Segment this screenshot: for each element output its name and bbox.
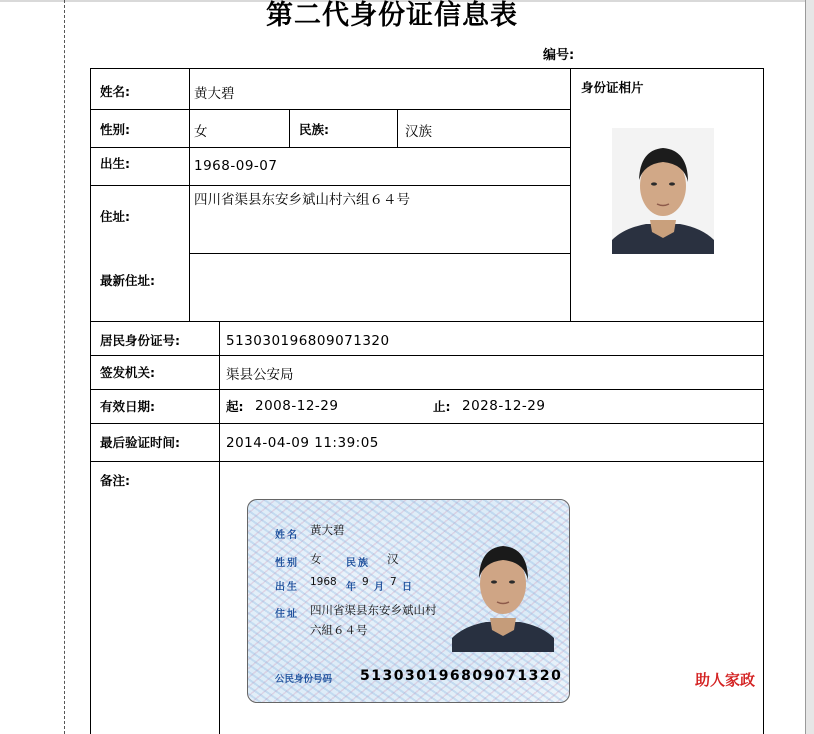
document-title: 第二代身份证信息表: [266, 0, 518, 31]
id-photo: [612, 128, 714, 254]
birth-label: 出生:: [100, 156, 130, 171]
id-card-image: [247, 499, 570, 703]
column-divider: [219, 321, 220, 734]
serial-number-label: 编号:: [543, 48, 575, 63]
card-ethnicity-key: 民族: [346, 558, 370, 569]
id-number-label: 居民身份证号:: [100, 333, 180, 348]
valid-from-value: 2008-12-29: [255, 398, 339, 414]
card-address-key: 住址: [275, 609, 299, 620]
watermark-text: 助人家政: [695, 671, 756, 689]
gender-value: 女: [194, 124, 208, 140]
binding-margin-line: [64, 0, 65, 734]
authority-value: 渠县公安局: [226, 367, 294, 383]
address-value: 四川省渠县东安乡斌山村六组６４号: [194, 192, 410, 208]
last-verify-value: 2014-04-09 11:39:05: [226, 435, 379, 451]
row-divider: [90, 355, 764, 356]
row-divider: [90, 321, 764, 322]
row-divider: [90, 147, 570, 148]
valid-from-label: 起:: [226, 399, 244, 414]
valid-to-value: 2028-12-29: [462, 398, 546, 414]
card-gender-key: 性别: [275, 558, 299, 569]
id-photo-label: 身份证相片: [581, 80, 644, 95]
authority-label: 签发机关:: [100, 365, 155, 380]
person-photo-icon: [452, 524, 554, 652]
card-photo: [452, 524, 554, 652]
column-divider: [397, 109, 398, 147]
column-divider: [289, 109, 290, 147]
page-scrollbar-edge[interactable]: [805, 0, 814, 734]
row-divider: [90, 461, 764, 462]
card-month-key: 月: [374, 582, 384, 593]
valid-date-label: 有效日期:: [100, 399, 155, 414]
card-day-key: 日: [402, 582, 412, 593]
card-year-key: 年: [346, 582, 356, 593]
name-label: 姓名:: [100, 84, 130, 99]
person-photo-icon: [612, 128, 714, 254]
valid-to-label: 止:: [433, 399, 451, 414]
card-gender-value: 女: [310, 552, 322, 566]
card-birth-month: 9: [362, 576, 369, 588]
column-divider: [189, 68, 190, 321]
remarks-label: 备注:: [100, 473, 130, 488]
last-verify-label: 最后验证时间:: [100, 435, 180, 450]
birth-value: 1968-09-07: [194, 158, 278, 174]
ethnicity-value: 汉族: [405, 124, 432, 140]
card-birth-year: 1968: [310, 576, 337, 588]
card-id-value: 513030196809071320: [360, 668, 563, 684]
photo-column-divider: [570, 68, 571, 321]
row-divider: [90, 423, 764, 424]
row-divider: [90, 185, 570, 186]
ethnicity-label: 民族:: [299, 122, 329, 137]
card-address-line2: 六組６４号: [310, 623, 368, 637]
id-number-value: 513030196809071320: [226, 333, 390, 349]
row-divider: [90, 109, 570, 110]
gender-label: 性别:: [100, 122, 130, 137]
card-name-value: 黄大碧: [310, 523, 345, 537]
card-birth-key: 出生: [275, 582, 299, 593]
card-name-key: 姓名: [275, 530, 299, 541]
card-id-key: 公民身份号码: [275, 674, 333, 685]
card-ethnicity-value: 汉: [387, 552, 399, 566]
address-label: 住址:: [100, 209, 130, 224]
new-address-label: 最新住址:: [100, 273, 155, 288]
row-divider: [189, 253, 570, 254]
name-value: 黄大碧: [194, 86, 235, 102]
card-address-line1: 四川省渠县东安乡斌山村: [310, 603, 437, 617]
card-birth-day: 7: [390, 576, 397, 588]
row-divider: [90, 389, 764, 390]
